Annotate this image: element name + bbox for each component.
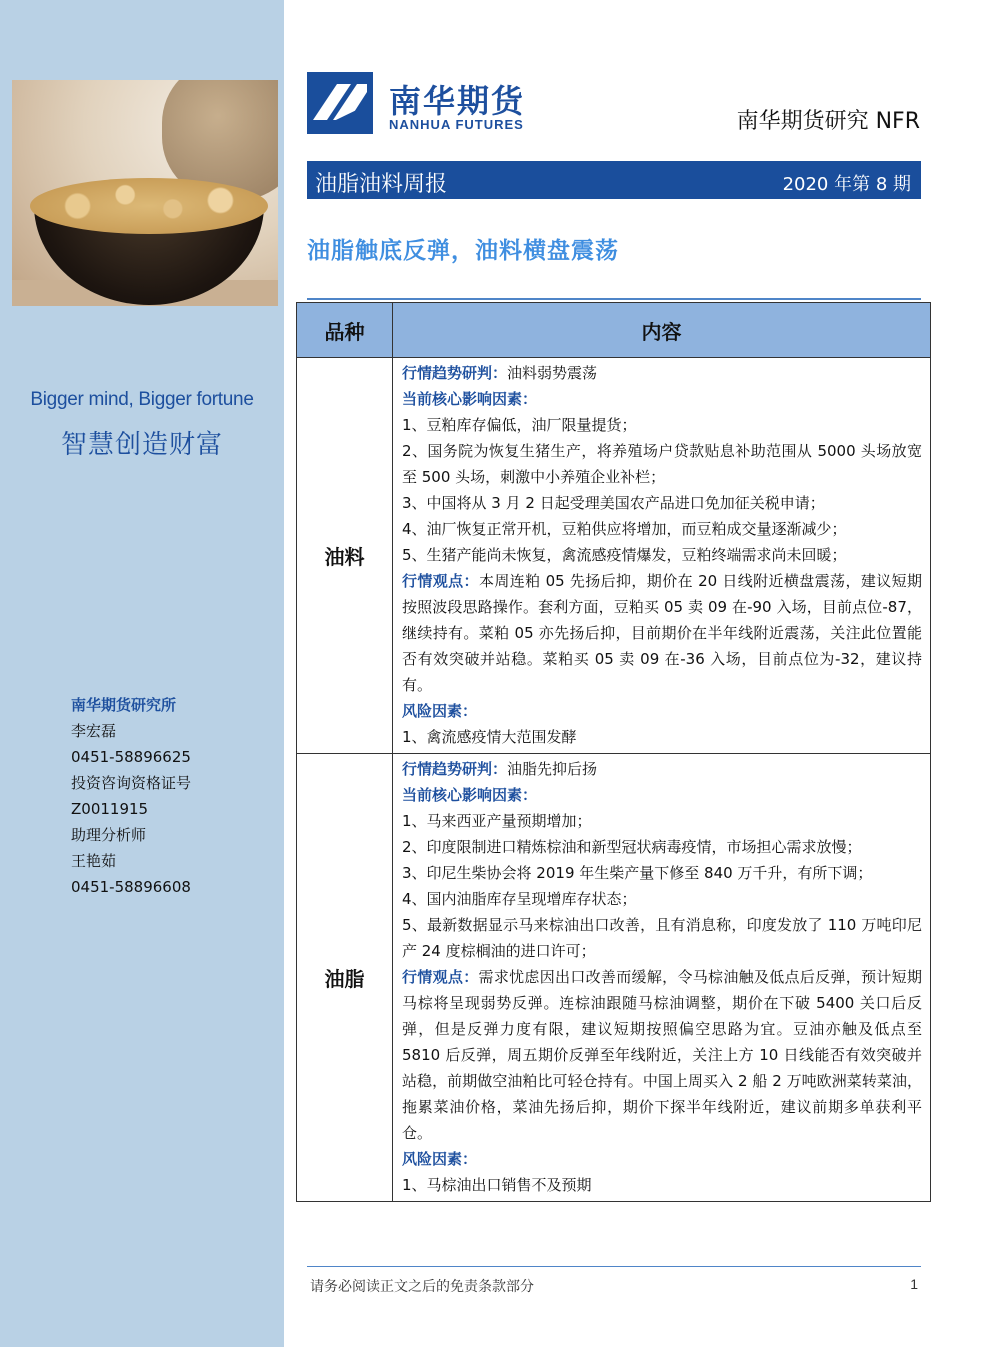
table-header-row [297,303,931,358]
trend-label: 行情趋势研判： [402,364,508,382]
factor-item: 1、马来西亚产量预期增加； [402,812,592,830]
risk-item: 1、禽流感疫情大范围发酵 [402,728,577,746]
table-row [297,754,931,1202]
trend-line [402,360,922,386]
certificate-label: 投资咨询资格证号 [71,774,192,792]
report-title: 油脂油料周报 [315,172,448,197]
view-text: 需求忧虑因出口改善而缓解，令马棕油触及低点后反弹，预计短期马棕将呈现弱势反弹。连棕油跟随马棕油调整，期价在下破 5400 关口后反弹，但是反弹力度有限，建议短期按照偏空思路为宜。豆油亦触及低点至 5810 后反弹，周五期价反弹至年线附近，关注上方 10 日线能否有效突破并站稳，前期做空油粕比可轻仓持有。中国上周买入 2 船 2 万吨欧洲菜转菜油，拖累菜油价格，菜油先扬后抑，期价下探半年线附近，建议前期多单获利平仓。 [402,968,922,1142]
trend-label: 行情趋势研判： [402,760,508,778]
factors-label: 当前核心影响因素： [402,786,538,804]
factor-item: 2、国务院为恢复生猪生产，将养殖场户贷款贴息补助范围从 5000 头场放宽至 500 头场，刺激中小养殖企业补栏； [402,442,922,486]
risk-label: 风险因素： [402,702,478,720]
column-header-category: 品种 [297,303,393,358]
row-content [393,754,931,1202]
factor-item: 4、国内油脂库存呈现增库存状态； [402,890,637,908]
factors-label: 当前核心影响因素： [402,390,538,408]
slogan-chinese: 智慧创造财富 [60,430,223,460]
analyst-phone: 0451-58896625 [71,748,191,766]
header-divider [307,298,921,300]
assistant-analyst-name: 王艳茹 [71,852,117,870]
trend-line [402,756,922,782]
row-category: 油料 [297,358,393,754]
view-label: 行情观点： [402,572,479,590]
footer-disclaimer: 请务必阅读正文之后的免责条款部分 [310,1279,534,1295]
view-text: 本周连粕 05 先扬后抑，期价在 20 日线附近横盘震荡，建议短期按照波段思路操作。套利方面，豆粕买 05 卖 09 在-90 入场，目前点位-87，继续持有。菜粕 05 亦先扬后抑，目前期价在半年线附近震荡，关注此位置能否有效突破并站稳。菜粕买 05 卖 09 在-36 入场，目前点位为-32，建议持有。 [402,572,922,694]
view-paragraph [402,964,922,1146]
research-institute: 南华期货研究所 [71,696,177,714]
factor-item: 2、印度限制进口精炼棕油和新型冠状病毒疫情，市场担心需求放慢； [402,838,862,856]
nanhua-logo-icon [307,72,373,134]
footer-divider [307,1266,921,1267]
page-number: 1 [910,1276,918,1292]
assistant-analyst-phone: 0451-58896608 [71,878,191,896]
row-category: 油脂 [297,754,393,1202]
sidebar [0,0,284,1347]
analyst-name: 李宏磊 [71,722,117,740]
logo-english-text: NANHUA FUTURES [389,117,524,132]
contact-block [71,692,191,900]
summary-table [296,302,931,1202]
headline: 油脂触底反弹，油料横盘震荡 [307,238,619,264]
factor-item: 4、油厂恢复正常开机，豆粕供应将增加，而豆粕成交量逐渐减少； [402,520,847,538]
report-series: 南华期货研究 NFR [736,109,920,134]
row-content [393,358,931,754]
assistant-analyst-label: 助理分析师 [71,826,147,844]
factor-item: 3、印尼生柴协会将 2019 年生柴产量下修至 840 万千升，有所下调； [402,864,873,882]
trend-text: 油脂先抑后扬 [507,760,598,778]
view-paragraph [402,568,922,698]
table-row [297,358,931,754]
soybean-photo [12,80,278,306]
certificate-number: Z0011915 [71,800,149,818]
report-issue: 2020 年第 8 期 [782,174,911,195]
column-header-content: 内容 [393,303,931,358]
report-banner [307,161,921,199]
risk-item: 1、马棕油出口销售不及预期 [402,1176,592,1194]
view-label: 行情观点： [402,968,479,986]
logo-chinese-text: 南华期货 [389,82,526,120]
factor-item: 5、生猪产能尚未恢复，禽流感疫情爆发，豆粕终端需求尚未回暖； [402,546,847,564]
factor-item: 5、最新数据显示马来棕油出口改善，且有消息称，印度发放了 110 万吨印尼产 24 度棕榈油的进口许可； [402,916,922,960]
risk-label: 风险因素： [402,1150,478,1168]
factor-item: 3、中国将从 3 月 2 日起受理美国农产品进口免加征关税申请； [402,494,825,512]
slogan-english: Bigger mind, Bigger fortune [30,389,254,410]
beans-shape [30,178,268,234]
trend-text: 油料弱势震荡 [507,364,598,382]
factor-item: 1、豆粕库存偏低，油厂限量提货； [402,416,637,434]
